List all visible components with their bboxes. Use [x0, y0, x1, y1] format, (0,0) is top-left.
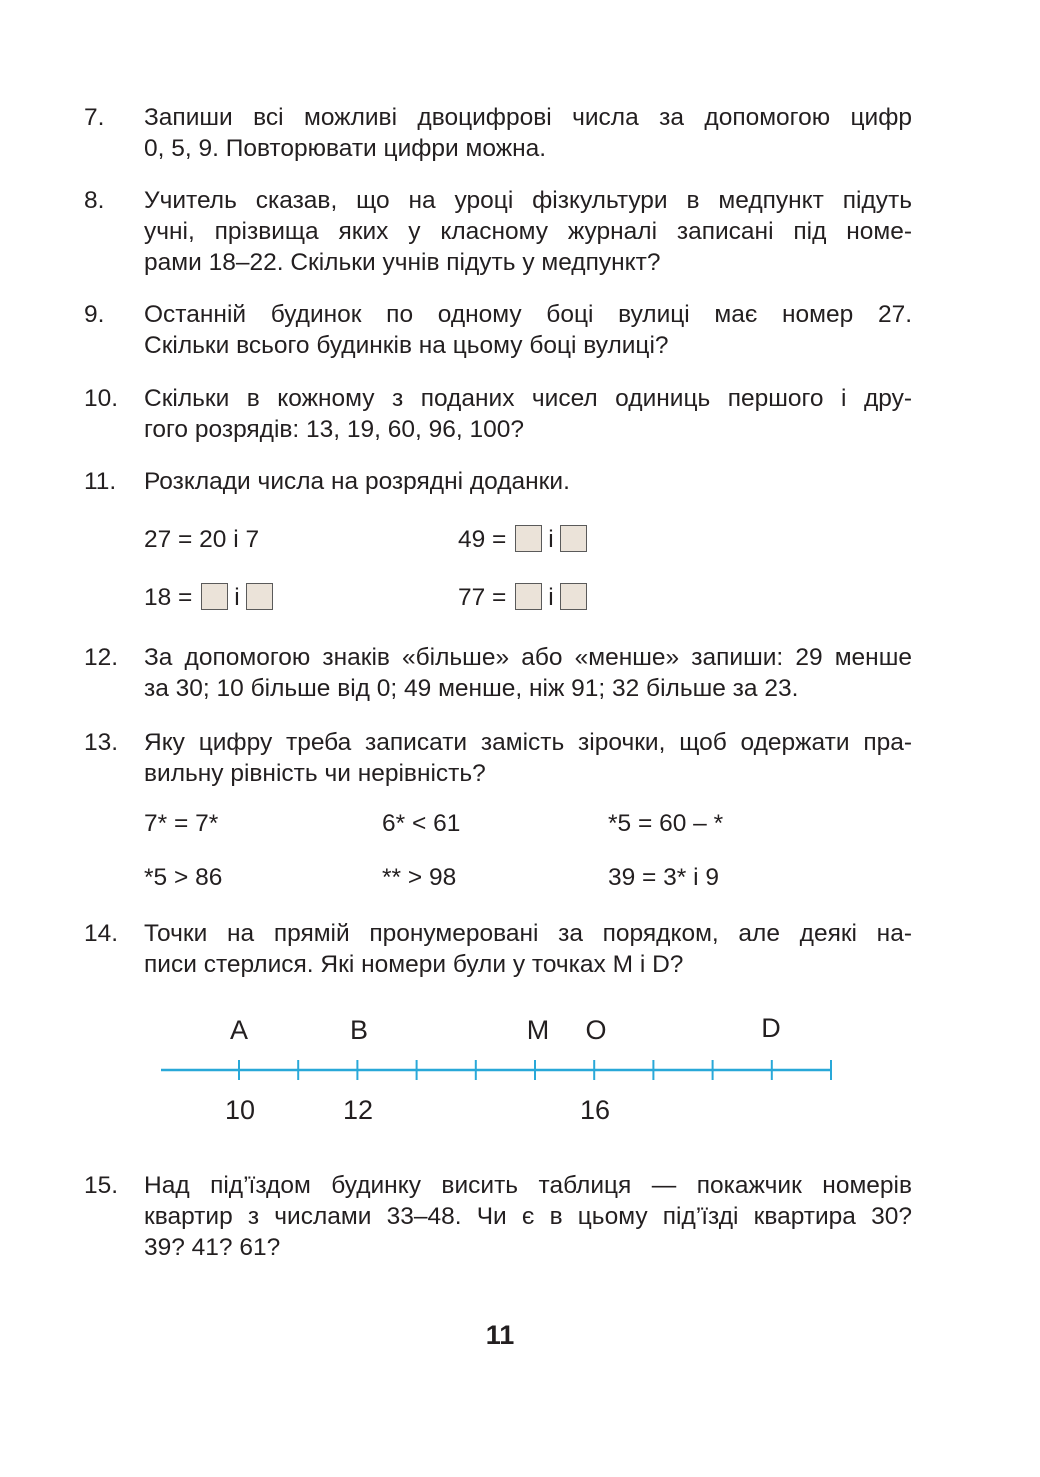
problem-line: учні, прізвища яких у класному журналі записані під номе- [144, 218, 912, 245]
problem-line: вильну рівність чи нерівність? [144, 760, 486, 787]
point-label-o: O [585, 1015, 607, 1045]
conjunction: і [234, 584, 240, 611]
problem-text [144, 102, 912, 164]
problem-line: Учитель сказав, що на уроці фізкультури в медпункт підуть [144, 187, 912, 214]
problem-number: 10. [84, 385, 119, 412]
page-number: 11 [485, 1320, 515, 1350]
problem-line: 0, 5, 9. Повторювати цифри можна. [144, 135, 547, 162]
answer-box[interactable] [515, 583, 542, 610]
point-label-d: D [761, 1013, 781, 1043]
star-expression: ** > 98 [382, 864, 457, 891]
problem-line: Над під’їздом будинку висить таблиця — покажчик номерів [144, 1172, 912, 1199]
problem-text [144, 185, 912, 278]
exercise-prefix: 49 = [458, 526, 507, 553]
answer-box[interactable] [560, 583, 587, 610]
problem-number: 7. [84, 104, 105, 131]
problem-line: Точки на прямій пронумеровані за порядком, але деякі на- [144, 920, 912, 947]
star-expression: 39 = 3* і 9 [608, 864, 720, 891]
answer-box[interactable] [246, 583, 273, 610]
problem-number: 12. [84, 644, 119, 671]
decomposition-exercise [458, 582, 589, 613]
problem-text [144, 1170, 912, 1263]
problem-line: за 30; 10 більше від 0; 49 менше, ніж 91; 32 більше за 23. [144, 675, 799, 702]
problem-text [144, 918, 912, 980]
problem-number: 14. [84, 920, 119, 947]
star-expression: 7* = 7* [144, 810, 219, 837]
decomposition-example [144, 524, 259, 555]
problem-text [144, 466, 912, 497]
problem-line: Яку цифру треба записати замість зірочки, щоб одержати пра- [144, 729, 912, 756]
problem-text [144, 642, 912, 704]
point-number-b: 12 [342, 1095, 374, 1125]
decomposition-exercise [458, 524, 589, 555]
problem-text [144, 727, 912, 789]
example-text: 27 = 20 і 7 [144, 526, 260, 553]
problem-line: гого розрядів: 13, 19, 60, 96, 100? [144, 416, 525, 443]
problem-line: Скільки всього будинків на цьому боці вулиці? [144, 332, 669, 359]
star-expression: 6* < 61 [382, 810, 461, 837]
conjunction: і [548, 526, 554, 553]
answer-box[interactable] [560, 525, 587, 552]
problem-number: 9. [84, 301, 105, 328]
decomposition-exercise [144, 582, 275, 613]
problem-line: Запиши всі можливі двоцифрові числа за допомогою цифр [144, 104, 912, 131]
point-label-m: M [526, 1015, 550, 1045]
problem-line: рами 18–22. Скільки учнів підуть у медпункт? [144, 249, 661, 276]
problem-line: квартир з числами 33–48. Чи є в цьому під’їзді квартира 30? [144, 1203, 912, 1230]
problem-line: Розклади числа на розрядні доданки. [144, 468, 570, 495]
problem-line: Скільки в кожному з поданих чисел одиниць першого і дру- [144, 385, 912, 412]
point-number-o: 16 [579, 1095, 611, 1125]
star-expression: *5 = 60 – * [608, 810, 724, 837]
point-label-a: A [229, 1015, 248, 1045]
problem-line: Останній будинок по одному боці вулиці має номер 27. [144, 301, 912, 328]
answer-box[interactable] [201, 583, 228, 610]
problem-line: 39? 41? 61? [144, 1234, 281, 1261]
answer-box[interactable] [515, 525, 542, 552]
point-number-a: 10 [224, 1095, 256, 1125]
problem-number: 11. [84, 468, 117, 495]
problem-line: писи стерлися. Які номери були у точках M і D? [144, 951, 684, 978]
number-line [0, 1050, 1040, 1090]
problem-number: 13. [84, 729, 119, 756]
problem-number: 8. [84, 187, 105, 214]
problem-line: За допомогою знаків «більше» або «менше» запиши: 29 менше [144, 644, 912, 671]
point-label-b: B [349, 1015, 368, 1045]
problem-text [144, 383, 912, 445]
exercise-prefix: 18 = [144, 584, 193, 611]
problem-text [144, 299, 912, 361]
star-expression: *5 > 86 [144, 864, 223, 891]
exercise-prefix: 77 = [458, 584, 507, 611]
conjunction: і [548, 584, 554, 611]
problem-number: 15. [84, 1172, 119, 1199]
